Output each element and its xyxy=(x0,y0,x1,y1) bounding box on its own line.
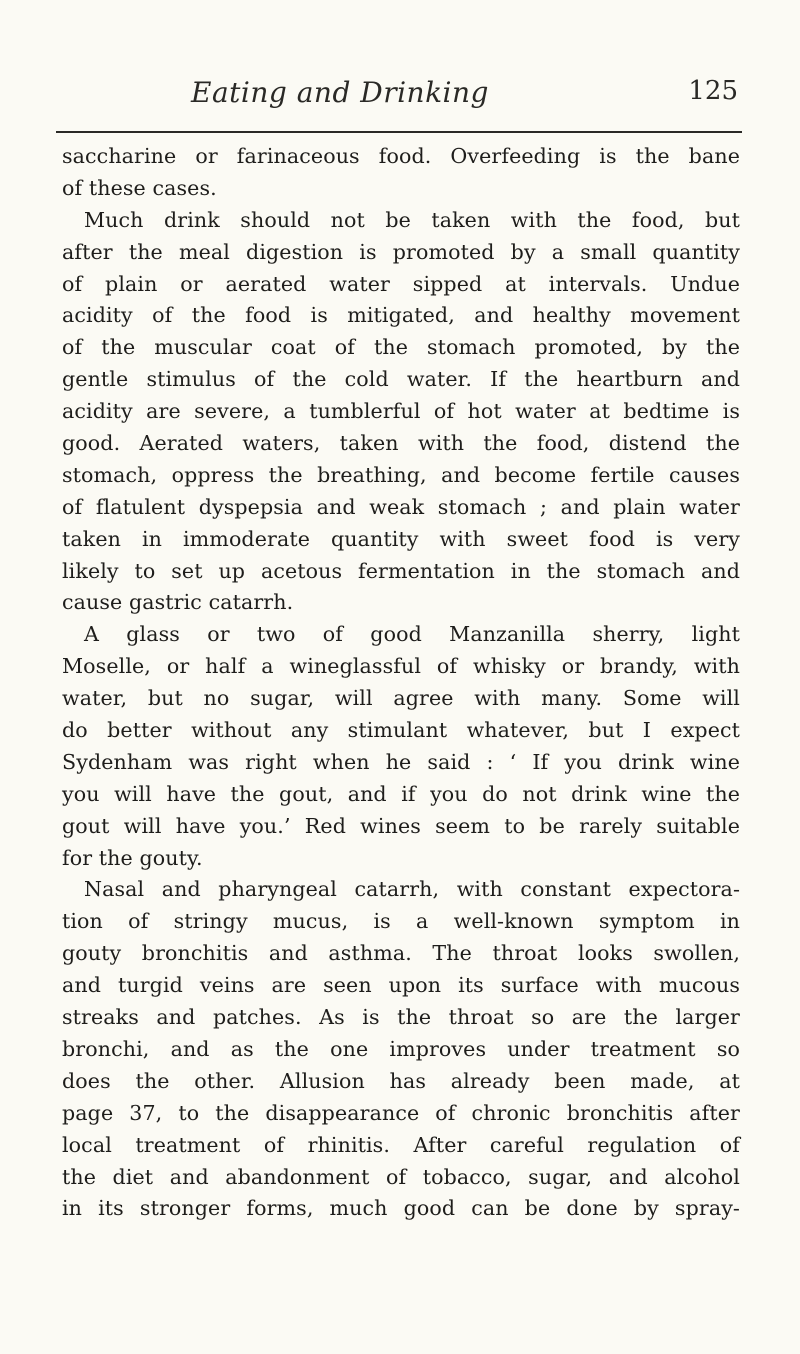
text-line: good. Aerated waters, taken with the food, distend the xyxy=(62,431,740,456)
text-line: do better without any stimulant whatever, but I expect xyxy=(62,718,740,743)
text-line: page 37, to the disappearance of chronic bronchitis after xyxy=(62,1100,740,1125)
page-number: 125 xyxy=(688,76,738,106)
text-line: gout will have you.’ Red wines seem to be rarely suitable xyxy=(62,813,740,838)
text-line: in its stronger forms, much good can be done by spray- xyxy=(62,1196,740,1221)
text-line: tion of stringy mucus, is a well-known symptom in xyxy=(62,909,740,934)
text-line: for the gouty. xyxy=(62,845,203,870)
text-line: of plain or aerated water sipped at intervals. Undue xyxy=(62,271,740,296)
page-header xyxy=(60,76,740,120)
text-line: saccharine or farinaceous food. Overfeeding is the bane xyxy=(62,144,740,168)
text-line: gouty bronchitis and asthma. The throat looks swollen, xyxy=(62,941,740,966)
text-line: Nasal and pharyngeal catarrh, with constant expectora- xyxy=(84,877,740,902)
text-line: of these cases. xyxy=(62,175,217,200)
header-rule xyxy=(56,131,742,133)
body-text xyxy=(62,141,740,1225)
text-line: bronchi, and as the one improves under treatment so xyxy=(62,1036,740,1061)
text-line: taken in immoderate quantity with sweet food is very xyxy=(62,526,740,551)
text-line: streaks and patches. As is the throat so are the larger xyxy=(62,1005,740,1030)
text-line: Much drink should not be taken with the food, but xyxy=(84,207,740,232)
text-line: stomach, oppress the breathing, and become fertile causes xyxy=(62,462,740,487)
text-line: Sydenham was right when he said : ‘ If you drink wine xyxy=(62,749,740,774)
text-line: and turgid veins are seen upon its surface with mucous xyxy=(62,973,740,998)
text-line: gentle stimulus of the cold water. If the heartburn and xyxy=(62,367,740,392)
text-line: after the meal digestion is promoted by a small quantity xyxy=(62,239,740,264)
text-line: you will have the gout, and if you do not drink wine the xyxy=(62,781,740,806)
text-line: A glass or two of good Manzanilla sherry, light xyxy=(84,622,740,647)
text-line: acidity of the food is mitigated, and healthy movement xyxy=(62,303,740,328)
text-line: the diet and abandonment of tobacco, sugar, and alcohol xyxy=(62,1164,740,1189)
text-line: Moselle, or half a wineglassful of whisky or brandy, with xyxy=(62,654,740,679)
text-line: of flatulent dyspepsia and weak stomach ; and plain water xyxy=(62,494,740,519)
text-line: likely to set up acetous fermentation in the stomach and xyxy=(62,558,740,583)
running-title: Eating and Drinking xyxy=(191,76,489,109)
text-line: cause gastric catarrh. xyxy=(62,590,294,615)
text-line: water, but no sugar, will agree with many. Some will xyxy=(62,686,740,711)
text-line: does the other. Allusion has already been made, at xyxy=(62,1068,740,1093)
text-line: acidity are severe, a tumblerful of hot water at bedtime is xyxy=(62,399,740,424)
text-line: local treatment of rhinitis. After careful regulation of xyxy=(62,1132,740,1157)
text-line: of the muscular coat of the stomach promoted, by the xyxy=(62,335,740,360)
